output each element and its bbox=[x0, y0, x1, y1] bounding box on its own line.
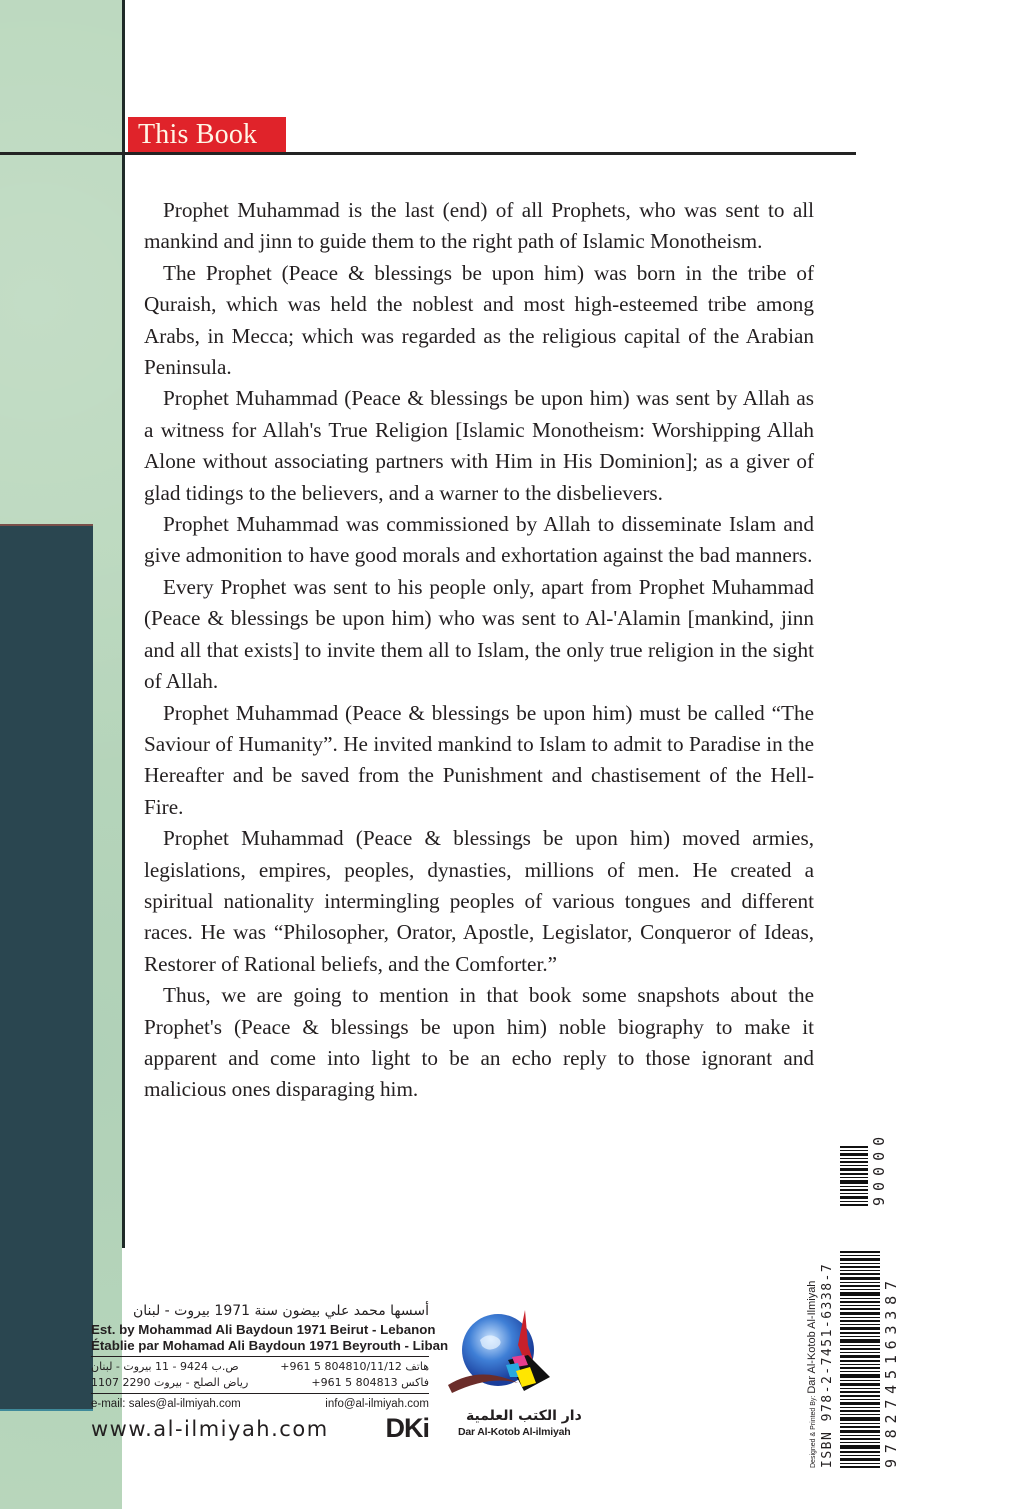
contact-row-1 bbox=[91, 1359, 429, 1375]
paragraph: Prophet Muhammad (Peace & blessings be upon him) must be called “The Saviour of Humanity”. He invited mankind to Islam to admit to Paradise in the Hereafter and be saved from the Punishment and chastisement of the Hell-Fire. bbox=[144, 700, 814, 819]
paragraph: Prophet Muhammad was commissioned by Allah to disseminate Islam and give admonition to have good morals and exhortation against the bad manners. bbox=[144, 512, 814, 568]
divider bbox=[91, 1356, 429, 1357]
info-email-link[interactable]: info@al-ilmiyah.com bbox=[325, 1398, 429, 1410]
paragraph: Prophet Muhammad is the last (end) of all Prophets, who was sent to all mankind and jinn to guide them to the right path of Islamic Monotheism. bbox=[144, 198, 814, 254]
credit-prefix: Designed & Printed By: bbox=[810, 1395, 817, 1468]
established-english: Est. by Mohammad Ali Baydoun 1971 Beirut - Lebanon bbox=[91, 1322, 436, 1337]
established-french: Établie par Mohamad Ali Baydoun 1971 Beyrouth - Liban bbox=[91, 1338, 449, 1353]
printer-credit bbox=[806, 1281, 818, 1468]
credit-name: Dar Al-Kotob Al-Ilmiyah bbox=[806, 1280, 818, 1394]
fax-group bbox=[311, 1375, 429, 1391]
established-arabic: أسسها محمد علي بيضون سنة 1971 بيروت - لبنان bbox=[132, 1303, 429, 1319]
logo-name-english: Dar Al-Kotob Al-ilmiyah bbox=[458, 1426, 571, 1438]
fax-label: فاكس bbox=[401, 1376, 429, 1389]
contact-row-2 bbox=[91, 1375, 429, 1391]
po-box-arabic: ص.ب 9424 - 11 بيروت - لبنان bbox=[91, 1360, 239, 1373]
website-link[interactable]: www.al-ilmiyah.com bbox=[91, 1416, 329, 1441]
dki-wordmark: DKi bbox=[385, 1413, 429, 1443]
fax-number: +961 5 804813 bbox=[311, 1376, 398, 1389]
paragraph: Every Prophet was sent to his people only, apart from Prophet Muhammad (Peace & blessings be upon him) who was sent to Al-'Alamin [mankind, jinn and all that exists] to invite them all to Islam, the only true religion in the sight of Allah. bbox=[144, 574, 814, 694]
paragraph: Thus, we are going to mention in that book some snapshots about the Prophet's (Peace & blessings be upon him) noble biography to make it apparent and come into light to be an echo reply to those ignorant and malicious ones disparaging him. bbox=[144, 983, 814, 1102]
email-row bbox=[91, 1396, 429, 1412]
publisher-info bbox=[91, 1300, 449, 1444]
section-label: This Book bbox=[128, 117, 286, 152]
header-rule bbox=[0, 152, 856, 155]
paragraph: Prophet Muhammad (Peace & blessings be upon him) moved armies, legislations, empires, peoples, dynasties, millions of men. He created a spiritual nationality intermingling peoples of various tongues and different races. He was “Philosopher, Orator, Apostle, Legislator, Conqueror of Ideas, Restorer of Rational beliefs, and the Comforter.” bbox=[144, 826, 814, 976]
website-row bbox=[91, 1413, 429, 1444]
paragraph: Prophet Muhammad (Peace & blessings be upon him) was sent by Allah as a witness for Allah's True Religion [Islamic Monotheism: Worshipping Allah Alone without associating partners with Him in His Dominion]; as a giver of glad tidings to the believers, and a warner to the disbelievers. bbox=[144, 386, 814, 505]
blurb-text bbox=[144, 195, 814, 1106]
sales-email-link[interactable]: e-mail: sales@al-ilmiyah.com bbox=[91, 1398, 241, 1410]
phone-label: هاتف bbox=[405, 1360, 429, 1373]
divider bbox=[91, 1393, 429, 1394]
isbn-text: ISBN 978-2-7451-6338-7 bbox=[820, 1262, 835, 1468]
address-arabic: رياض الصلح - بيروت 2290 1107 bbox=[91, 1376, 249, 1389]
dark-side-panel bbox=[0, 524, 93, 1411]
paragraph: The Prophet (Peace & blessings be upon him) was born in the tribe of Quraish, which was held the noblest and most high-esteemed tribe among Arabs, in Mecca; which was regarded as the religious capital of the Arabian Peninsula. bbox=[144, 260, 814, 380]
addon-digits: 90000 bbox=[870, 1130, 888, 1206]
vertical-divider bbox=[122, 0, 125, 1248]
addon-bars bbox=[840, 1138, 868, 1206]
barcode-bars bbox=[840, 1218, 880, 1468]
phone-group bbox=[280, 1359, 429, 1375]
logo-name-arabic: دار الكتب العلمية bbox=[466, 1408, 582, 1424]
isbn-barcode bbox=[806, 1130, 1016, 1468]
ean-digits: 9782745163387 bbox=[882, 1275, 900, 1468]
phone-number: +961 5 804810/11/12 bbox=[280, 1360, 402, 1373]
